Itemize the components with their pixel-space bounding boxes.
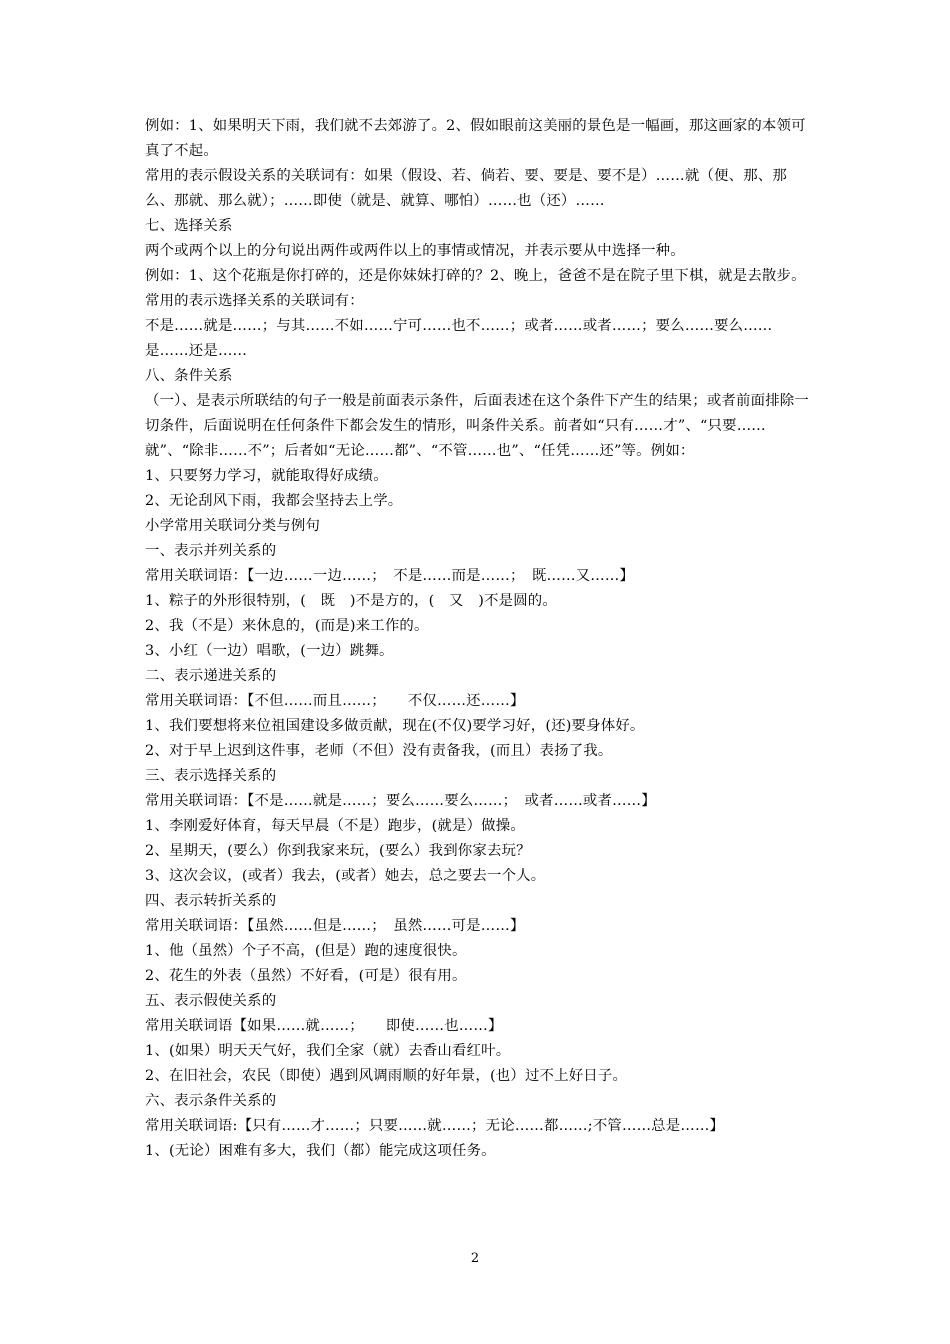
section-heading: 七、选择关系: [145, 218, 233, 234]
example-sentence: 1、(如果）明天天气好，我们全家（就）去香山看红叶。: [145, 1043, 511, 1059]
example-sentence: 2、在旧社会，农民（即使）遇到风调雨顺的好年景，(也）过不上好日子。: [145, 1068, 628, 1084]
example-sentence: 3、这次会议，(或者）我去，(或者）她去，总之要去一个人。: [145, 868, 546, 884]
example-sentence: 1、他（虽然）个子不高，(但是）跑的速度很快。: [145, 943, 467, 959]
paragraph: 不是……就是……；与其……不如……宁可……也不……；或者……或者……；要么……要么……是……还是……: [145, 318, 773, 359]
section-heading: 五、表示假使关系的: [145, 993, 277, 1009]
example-sentence: 2、对于早上迟到这件事，老师（不但）没有责备我，(而且）表扬了我。: [145, 743, 613, 759]
section-heading: 八、条件关系: [145, 368, 233, 384]
example-sentence: 1、(无论）困难有多大，我们（都）能完成这项任务。: [145, 1143, 496, 1159]
example-sentence: 1、粽子的外形很特别，( 既 )不是方的，( 又 )不是圆的。: [145, 593, 557, 609]
conjunction-list: 常用关联词语：【虽然……但是……； 虽然……可是……】: [145, 918, 525, 934]
section-heading: 二、表示递进关系的: [145, 668, 277, 684]
section-heading: 四、表示转折关系的: [145, 893, 277, 909]
document-body: [145, 114, 813, 1164]
conjunction-list: 常用关联词语:【只有……才……；只要……就……；无论……都……;不管……总是……】: [145, 1118, 725, 1134]
paragraph: （一）、是表示所联结的句子一般是前面表示条件，后面表述在这个条件下产生的结果；或者前面排除一切条件，后面说明在任何条件下都会发生的情形，叫条件关系。前者如“只有……才”、“只要……就”、“除非……不”；后者如“无论……都”、“不管……也”、“任凭……还”等。例如：: [145, 393, 809, 459]
paragraph: 例如：1、这个花瓶是你打碎的，还是你妹妹打碎的？2、晚上，爸爸不是在院子里下棋，就是去散步。: [145, 268, 806, 284]
example-sentence: 2、我（不是）来休息的，(而是)来工作的。: [145, 618, 429, 634]
conjunction-list: 常用关联词语：【一边……一边……； 不是……而是……； 既……又……】: [145, 568, 635, 584]
conjunction-list: 常用关联词语【如果……就……； 即使……也……】: [145, 1018, 503, 1034]
page-number: 2: [470, 1251, 480, 1266]
section-heading: 三、表示选择关系的: [145, 768, 277, 784]
paragraph: 常用的表示选择关系的关联词有：: [145, 293, 364, 309]
section-heading: 一、表示并列关系的: [145, 543, 277, 559]
paragraph: 两个或两个以上的分句说出两件或两件以上的事情或情况，并表示要从中选择一种。: [145, 243, 685, 259]
example-sentence: 1、我们要想将来位祖国建设多做贡献，现在(不仅)要学习好，(还)要身体好。: [145, 718, 645, 734]
conjunction-list: 常用关联词语：【不但……而且……； 不仅……还……】: [145, 693, 525, 709]
document-heading: 小学常用关联词分类与例句: [145, 518, 321, 534]
conjunction-list: 常用关联词语：【不是……就是……；要么……要么……； 或者……或者……】: [145, 793, 656, 809]
paragraph: 例如：1、如果明天下雨，我们就不去郊游了。2、假如眼前这美丽的景色是一幅画，那这画家的本领可真了不起。: [145, 118, 806, 159]
example-sentence: 2、星期天，(要么）你到我家来玩，(要么）我到你家去玩？: [145, 843, 531, 859]
section-heading: 六、表示条件关系的: [145, 1093, 277, 1109]
example-sentence: 2、无论刮风下雨，我都会坚持去上学。: [145, 493, 403, 509]
example-sentence: 2、花生的外表（虽然）不好看，(可是）很有用。: [145, 968, 467, 984]
paragraph: 常用的表示假设关系的关联词有：如果（假设、若、倘若、要、要是、要不是）……就（便、那、那么、那就、那么就）；……即使（就是、就算、哪怕）……也（还）……: [145, 168, 787, 209]
example-sentence: 1、李刚爱好体育，每天早晨（不是）跑步，(就是）做操。: [145, 818, 525, 834]
example-sentence: 1、只要努力学习，就能取得好成绩。: [145, 468, 388, 484]
example-sentence: 3、小红（一边）唱歌，(一边）跳舞。: [145, 643, 394, 659]
